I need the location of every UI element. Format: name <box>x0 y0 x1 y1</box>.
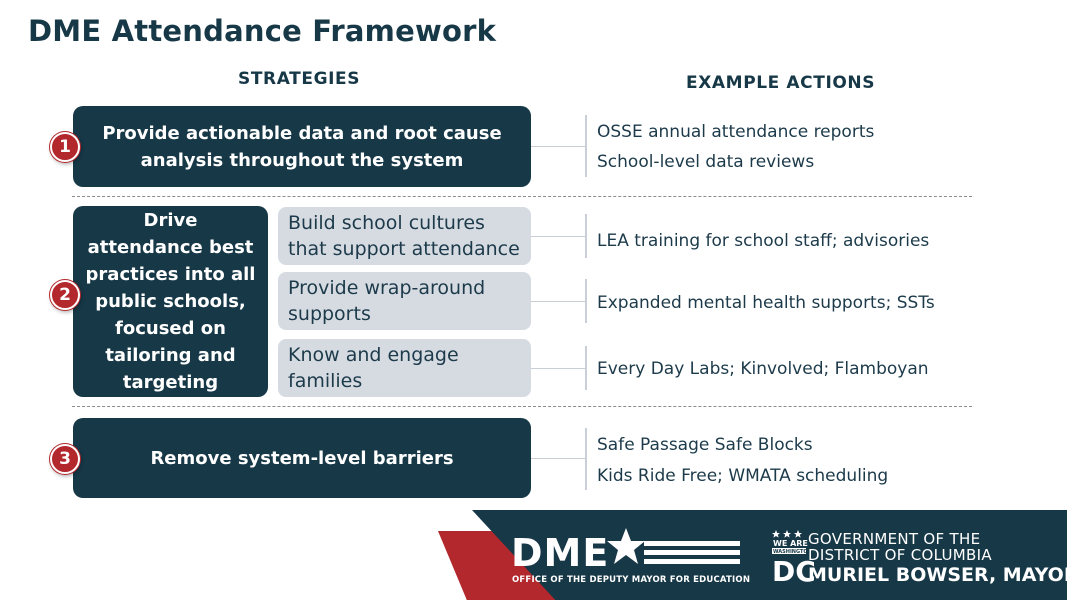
divider-1 <box>72 196 972 197</box>
substrategy-engage-families-text: Know and engage families <box>288 344 459 392</box>
substrategy-1-connector <box>531 236 587 237</box>
action-kids-ride-free: Kids Ride Free; WMATA scheduling <box>597 466 889 486</box>
strategy-1-number-badge: 1 <box>50 132 80 162</box>
substrategy-3-connector <box>531 368 587 369</box>
substrategy-wrap-around-text: Provide wrap-around supports <box>288 277 486 325</box>
strategy-3-text: Remove system-level barriers <box>150 447 454 469</box>
strategy-1-text: Provide actionable data and root cause analysis throughout the system <box>102 122 502 171</box>
action-mental-health: Expanded mental health supports; SSTs <box>597 293 935 313</box>
strategy-3-box <box>73 418 531 498</box>
badge-we-are-text: WE ARE <box>773 539 808 548</box>
gov-line-1: GOVERNMENT OF THE <box>808 530 981 548</box>
dme-star-icon <box>606 526 646 566</box>
strategy-1-connector <box>531 146 587 147</box>
strategy-3-number-badge: 3 <box>50 444 80 474</box>
strategy-2-box <box>73 206 268 397</box>
substrategy-school-cultures <box>278 207 531 265</box>
action-osse-reports: OSSE annual attendance reports <box>597 122 875 142</box>
substrategy-2-connector <box>531 301 587 302</box>
strategy-2-number-badge: 2 <box>50 280 80 310</box>
strategies-header: STRATEGIES <box>238 69 361 89</box>
mayor-name: MURIEL BOWSER, MAYOR <box>808 564 1078 586</box>
dme-logo-text: DME <box>511 531 610 575</box>
action-data-reviews: School-level data reviews <box>597 152 815 172</box>
action-every-day-labs: Every Day Labs; Kinvolved; Flamboyan <box>597 359 929 379</box>
substrategy-3-bracket <box>585 346 587 390</box>
dme-subtitle: OFFICE OF THE DEPUTY MAYOR FOR EDUCATION <box>512 575 751 585</box>
we-are-washington-dc-badge <box>772 529 816 588</box>
badge-washington-text: WASHINGTON <box>773 549 812 555</box>
substrategy-2-bracket <box>585 279 587 323</box>
substrategy-wrap-around <box>278 272 531 330</box>
substrategy-school-cultures-text: Build school cultures that support attendance <box>288 212 520 260</box>
gov-line-2: DISTRICT OF COLUMBIA <box>808 546 992 564</box>
substrategy-1-bracket <box>585 214 587 258</box>
divider-2 <box>72 406 972 407</box>
dme-stripes-icon <box>644 541 740 565</box>
strategy-1-bracket <box>585 115 587 177</box>
page-title: DME Attendance Framework <box>28 14 497 48</box>
badge-dc-text: DC <box>772 555 816 588</box>
strategy-3-connector <box>531 458 587 459</box>
substrategy-engage-families <box>278 339 531 397</box>
strategy-3-bracket <box>585 428 587 490</box>
strategy-1-box <box>73 106 531 187</box>
actions-header: EXAMPLE ACTIONS <box>686 73 876 93</box>
action-safe-passage: Safe Passage Safe Blocks <box>597 435 813 455</box>
action-lea-training: LEA training for school staff; advisories <box>597 231 930 251</box>
strategy-2-text: Drive attendance best practices into all public schools, focused on tailoring and targeting <box>85 210 256 393</box>
